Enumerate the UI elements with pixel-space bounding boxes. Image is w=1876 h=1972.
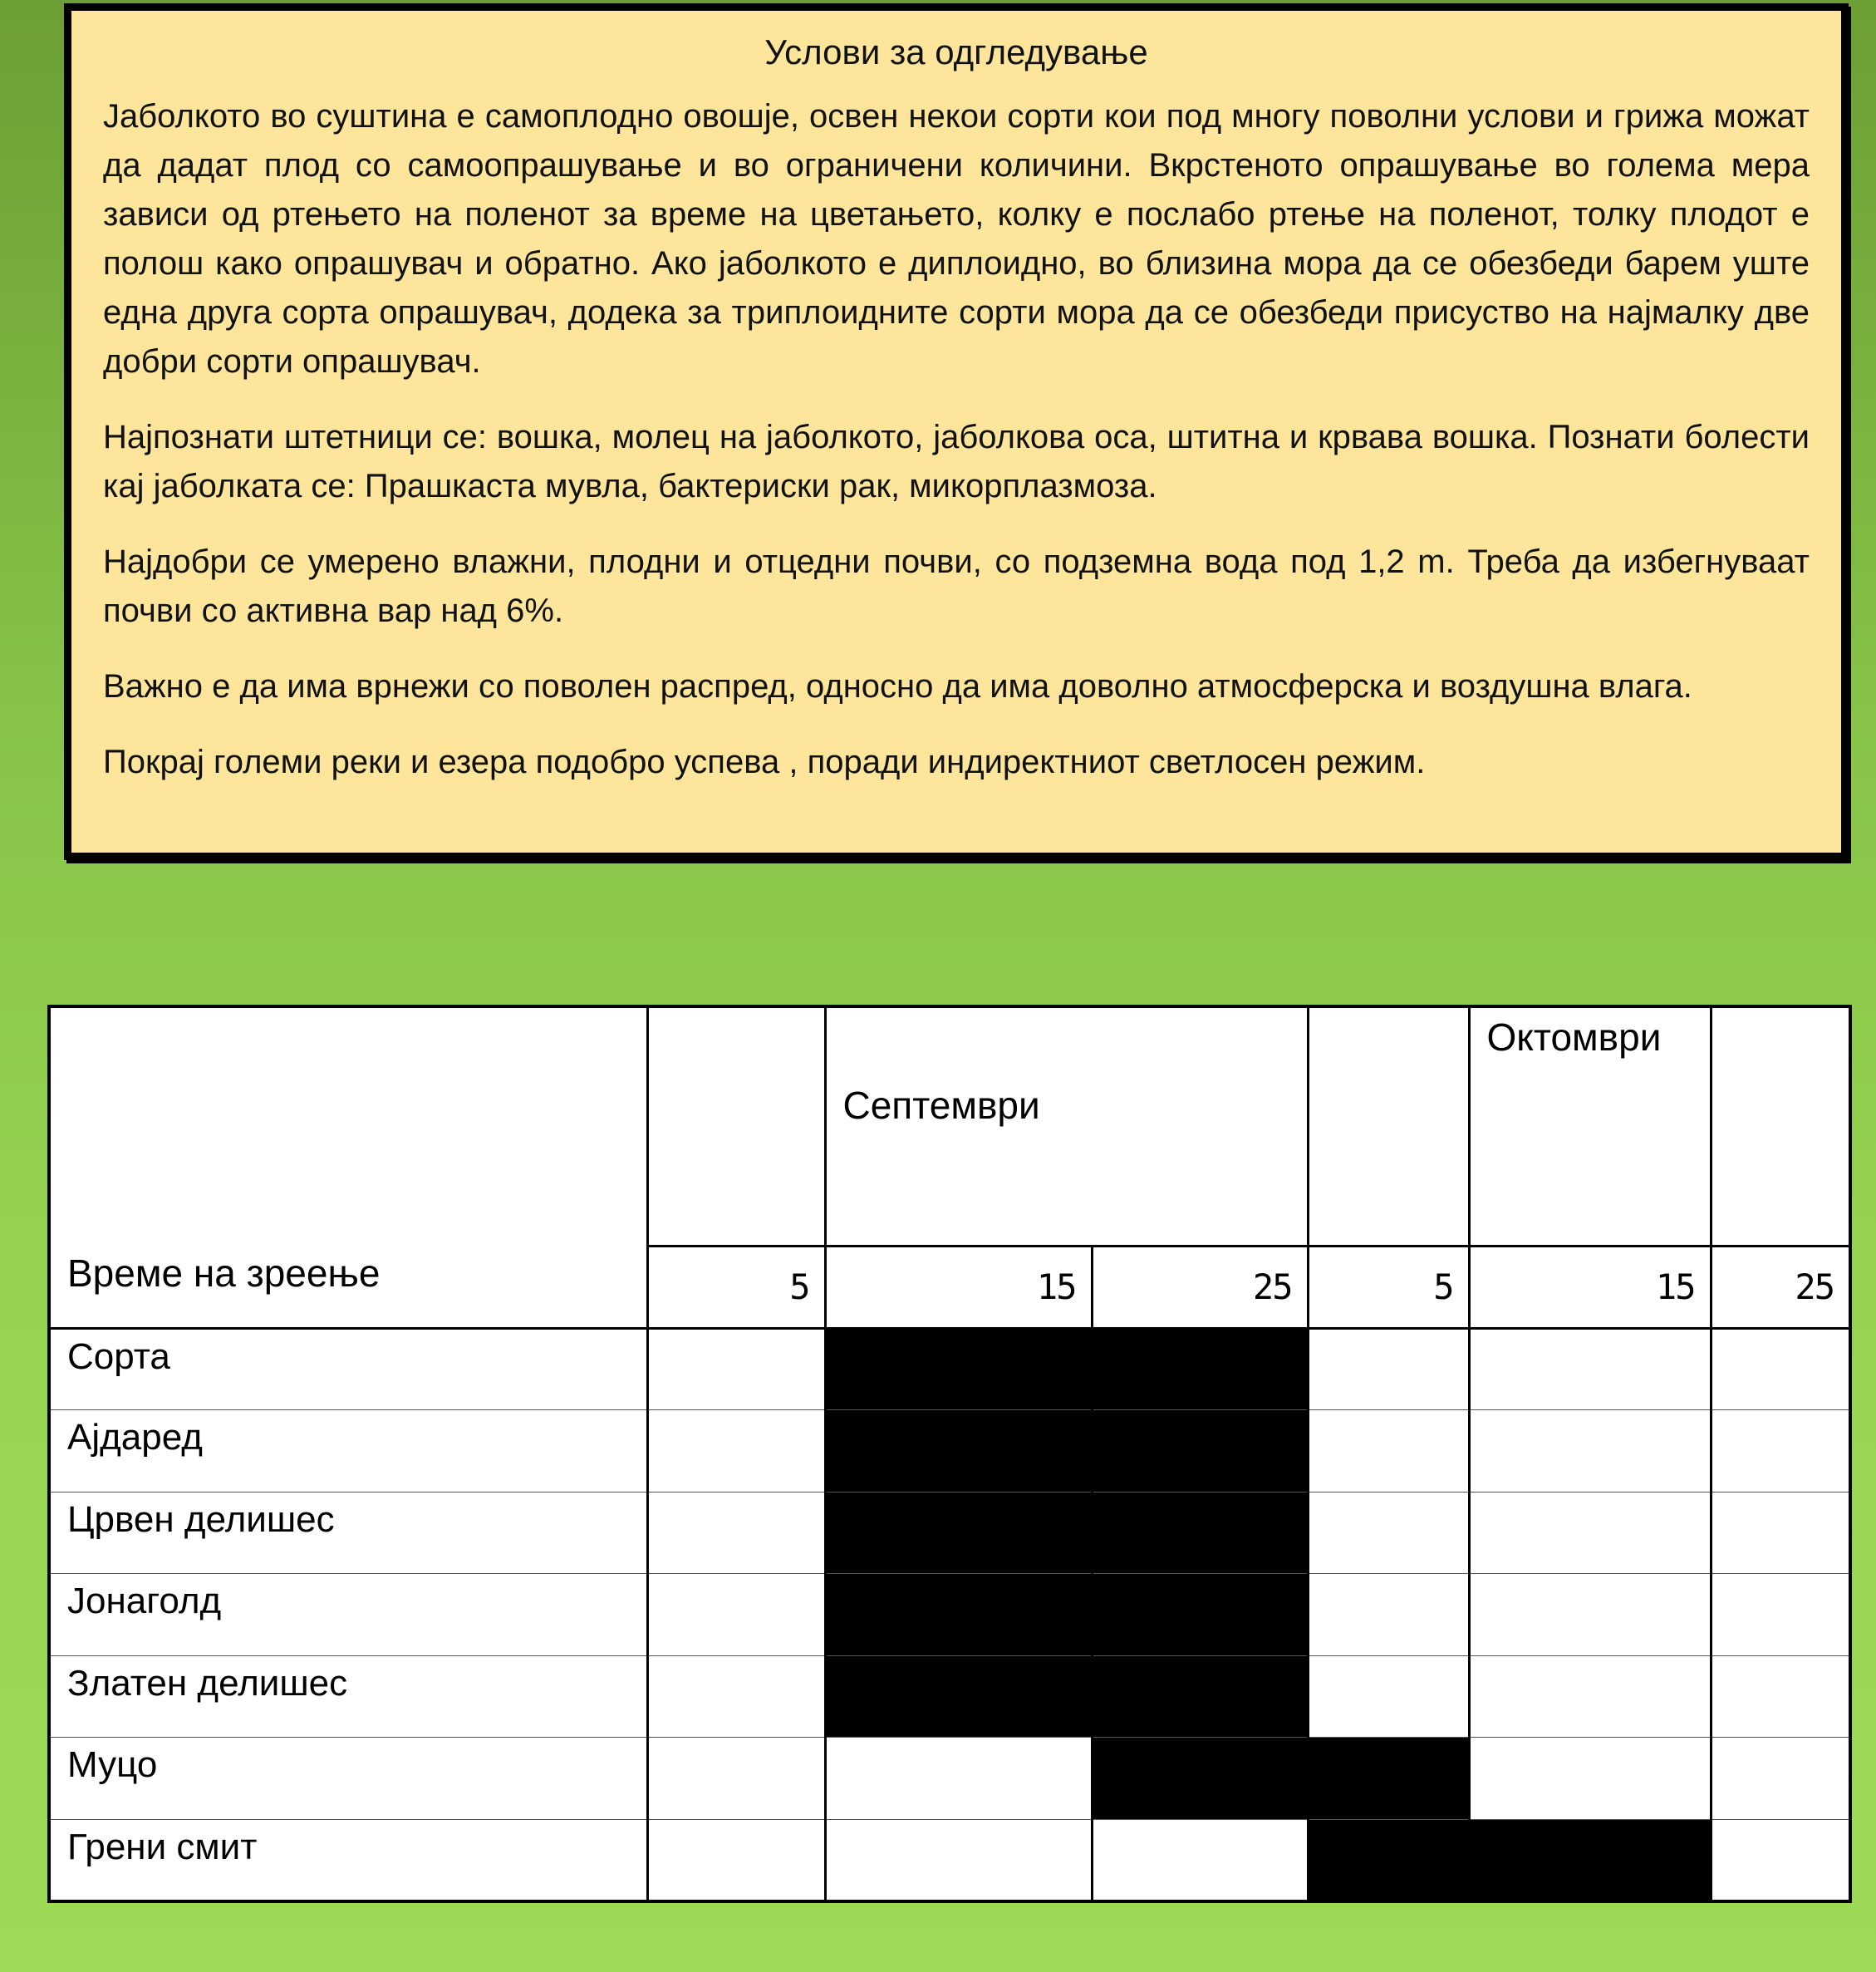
empty-period-cell [647, 1819, 825, 1901]
ripening-period-cell [1092, 1410, 1308, 1493]
variety-row [49, 1492, 1850, 1574]
empty-period-cell [825, 1738, 1092, 1820]
variety-row [49, 1410, 1850, 1493]
variety-name: Сорта [49, 1328, 647, 1410]
empty-period-cell [1469, 1328, 1711, 1410]
empty-period-cell [1308, 1574, 1469, 1656]
ripening-period-cell [825, 1410, 1092, 1493]
empty-period-cell [1308, 1655, 1469, 1738]
empty-period-cell [1469, 1410, 1711, 1493]
empty-period-cell [1469, 1492, 1711, 1574]
variety-name: Грени смит [49, 1819, 647, 1901]
ripening-period-cell [825, 1492, 1092, 1574]
empty-period-cell [1308, 1328, 1469, 1410]
variety-row [49, 1738, 1850, 1820]
variety-name: Муцо [49, 1738, 647, 1820]
variety-row [49, 1328, 1850, 1410]
empty-period-cell [1711, 1738, 1850, 1820]
info-paragraph-rainfall: Важно е да има врнежи со поволен распред, односно да има доволно атмосферска и воздушна влага. [103, 668, 1692, 705]
month-header-row [49, 1006, 1850, 1247]
variety-name: Јонаголд [49, 1574, 647, 1656]
month-october: Октомври [1469, 1006, 1711, 1247]
variety-name: Ајдаред [49, 1410, 647, 1493]
empty-period-cell [1711, 1410, 1850, 1493]
ripening-period-cell [825, 1574, 1092, 1656]
empty-period-cell [1469, 1574, 1711, 1656]
empty-period-cell [1308, 1410, 1469, 1493]
ripening-period-cell [825, 1655, 1092, 1738]
ripening-period-cell [1092, 1655, 1308, 1738]
month-blank-cell [1711, 1006, 1850, 1247]
ripening-time-header: Време на зреење [49, 1006, 647, 1328]
empty-period-cell [647, 1492, 825, 1574]
variety-name: Златен делишес [49, 1655, 647, 1738]
day-label: 25 [1711, 1247, 1850, 1329]
day-label: 5 [647, 1247, 825, 1329]
ripening-period-cell [1469, 1819, 1711, 1901]
variety-row [49, 1819, 1850, 1901]
ripening-period-cell [1308, 1738, 1469, 1820]
empty-period-cell [647, 1328, 825, 1410]
day-label: 15 [1469, 1247, 1711, 1329]
info-paragraph-pollination: Јаболкото во суштина е самоплодно овошје, освен некои сорти кои под многу поволни услови и грижа можат да дадат плод со самоопрашување и во ограничени количини. Вкрстеното опрашување во голема мера зависи од ртењето на поленот за време на цветањето, колку е послабо ртење на поленот, толку плодот е полош како опрашувач и обратно. Ако јаболкото е диплоидно, во близина мора да се обезбеди барем уште една друга сорта опрашувач, додека за триплоидните сорти мора да се обезбеди присуство на најмалку две добри сорти опрашувач. [103, 98, 1810, 380]
ripening-period-cell [1092, 1492, 1308, 1574]
ripening-period-cell [1308, 1819, 1469, 1901]
info-paragraph-soil: Најдобри се умерено влажни, плодни и отцедни почви, со подземна вода под 1,2 m. Треба да избегнуваат почви со активна вар над 6%. [103, 543, 1810, 629]
growing-conditions-box [64, 3, 1849, 860]
empty-period-cell [647, 1410, 825, 1493]
empty-period-cell [1711, 1655, 1850, 1738]
info-title: Услови за одгледување [764, 32, 1148, 71]
empty-period-cell [647, 1574, 825, 1656]
variety-name: Црвен делишес [49, 1492, 647, 1574]
empty-period-cell [825, 1819, 1092, 1901]
empty-period-cell [647, 1655, 825, 1738]
empty-period-cell [1711, 1574, 1850, 1656]
month-september: Септември [825, 1006, 1308, 1247]
ripening-period-cell [1092, 1574, 1308, 1656]
day-label: 25 [1092, 1247, 1308, 1329]
empty-period-cell [1308, 1492, 1469, 1574]
empty-period-cell [1711, 1328, 1850, 1410]
info-paragraph-pests: Најпознати штетници се: вошка, молец на јаболкото, јаболкова оса, штитна и крвава вошка. Познати болести кај јаболката се: Прашкаста мувла, бактериски рак, микорплазмоза. [103, 419, 1810, 504]
info-paragraph-lakes: Покрај големи реки и езера подобро успева , поради индиректниот светлосен режим. [103, 744, 1426, 780]
month-blank-cell [647, 1006, 825, 1247]
month-blank-cell [1308, 1006, 1469, 1247]
empty-period-cell [1469, 1655, 1711, 1738]
empty-period-cell [1092, 1819, 1308, 1901]
day-label: 5 [1308, 1247, 1469, 1329]
ripening-period-cell [1092, 1738, 1308, 1820]
day-label: 15 [825, 1247, 1092, 1329]
empty-period-cell [1469, 1738, 1711, 1820]
empty-period-cell [1711, 1819, 1850, 1901]
variety-row [49, 1655, 1850, 1738]
ripening-period-cell [825, 1328, 1092, 1410]
empty-period-cell [647, 1738, 825, 1820]
variety-row [49, 1574, 1850, 1656]
empty-period-cell [1711, 1492, 1850, 1574]
ripening-time-table [47, 1005, 1852, 1903]
ripening-period-cell [1092, 1328, 1308, 1410]
